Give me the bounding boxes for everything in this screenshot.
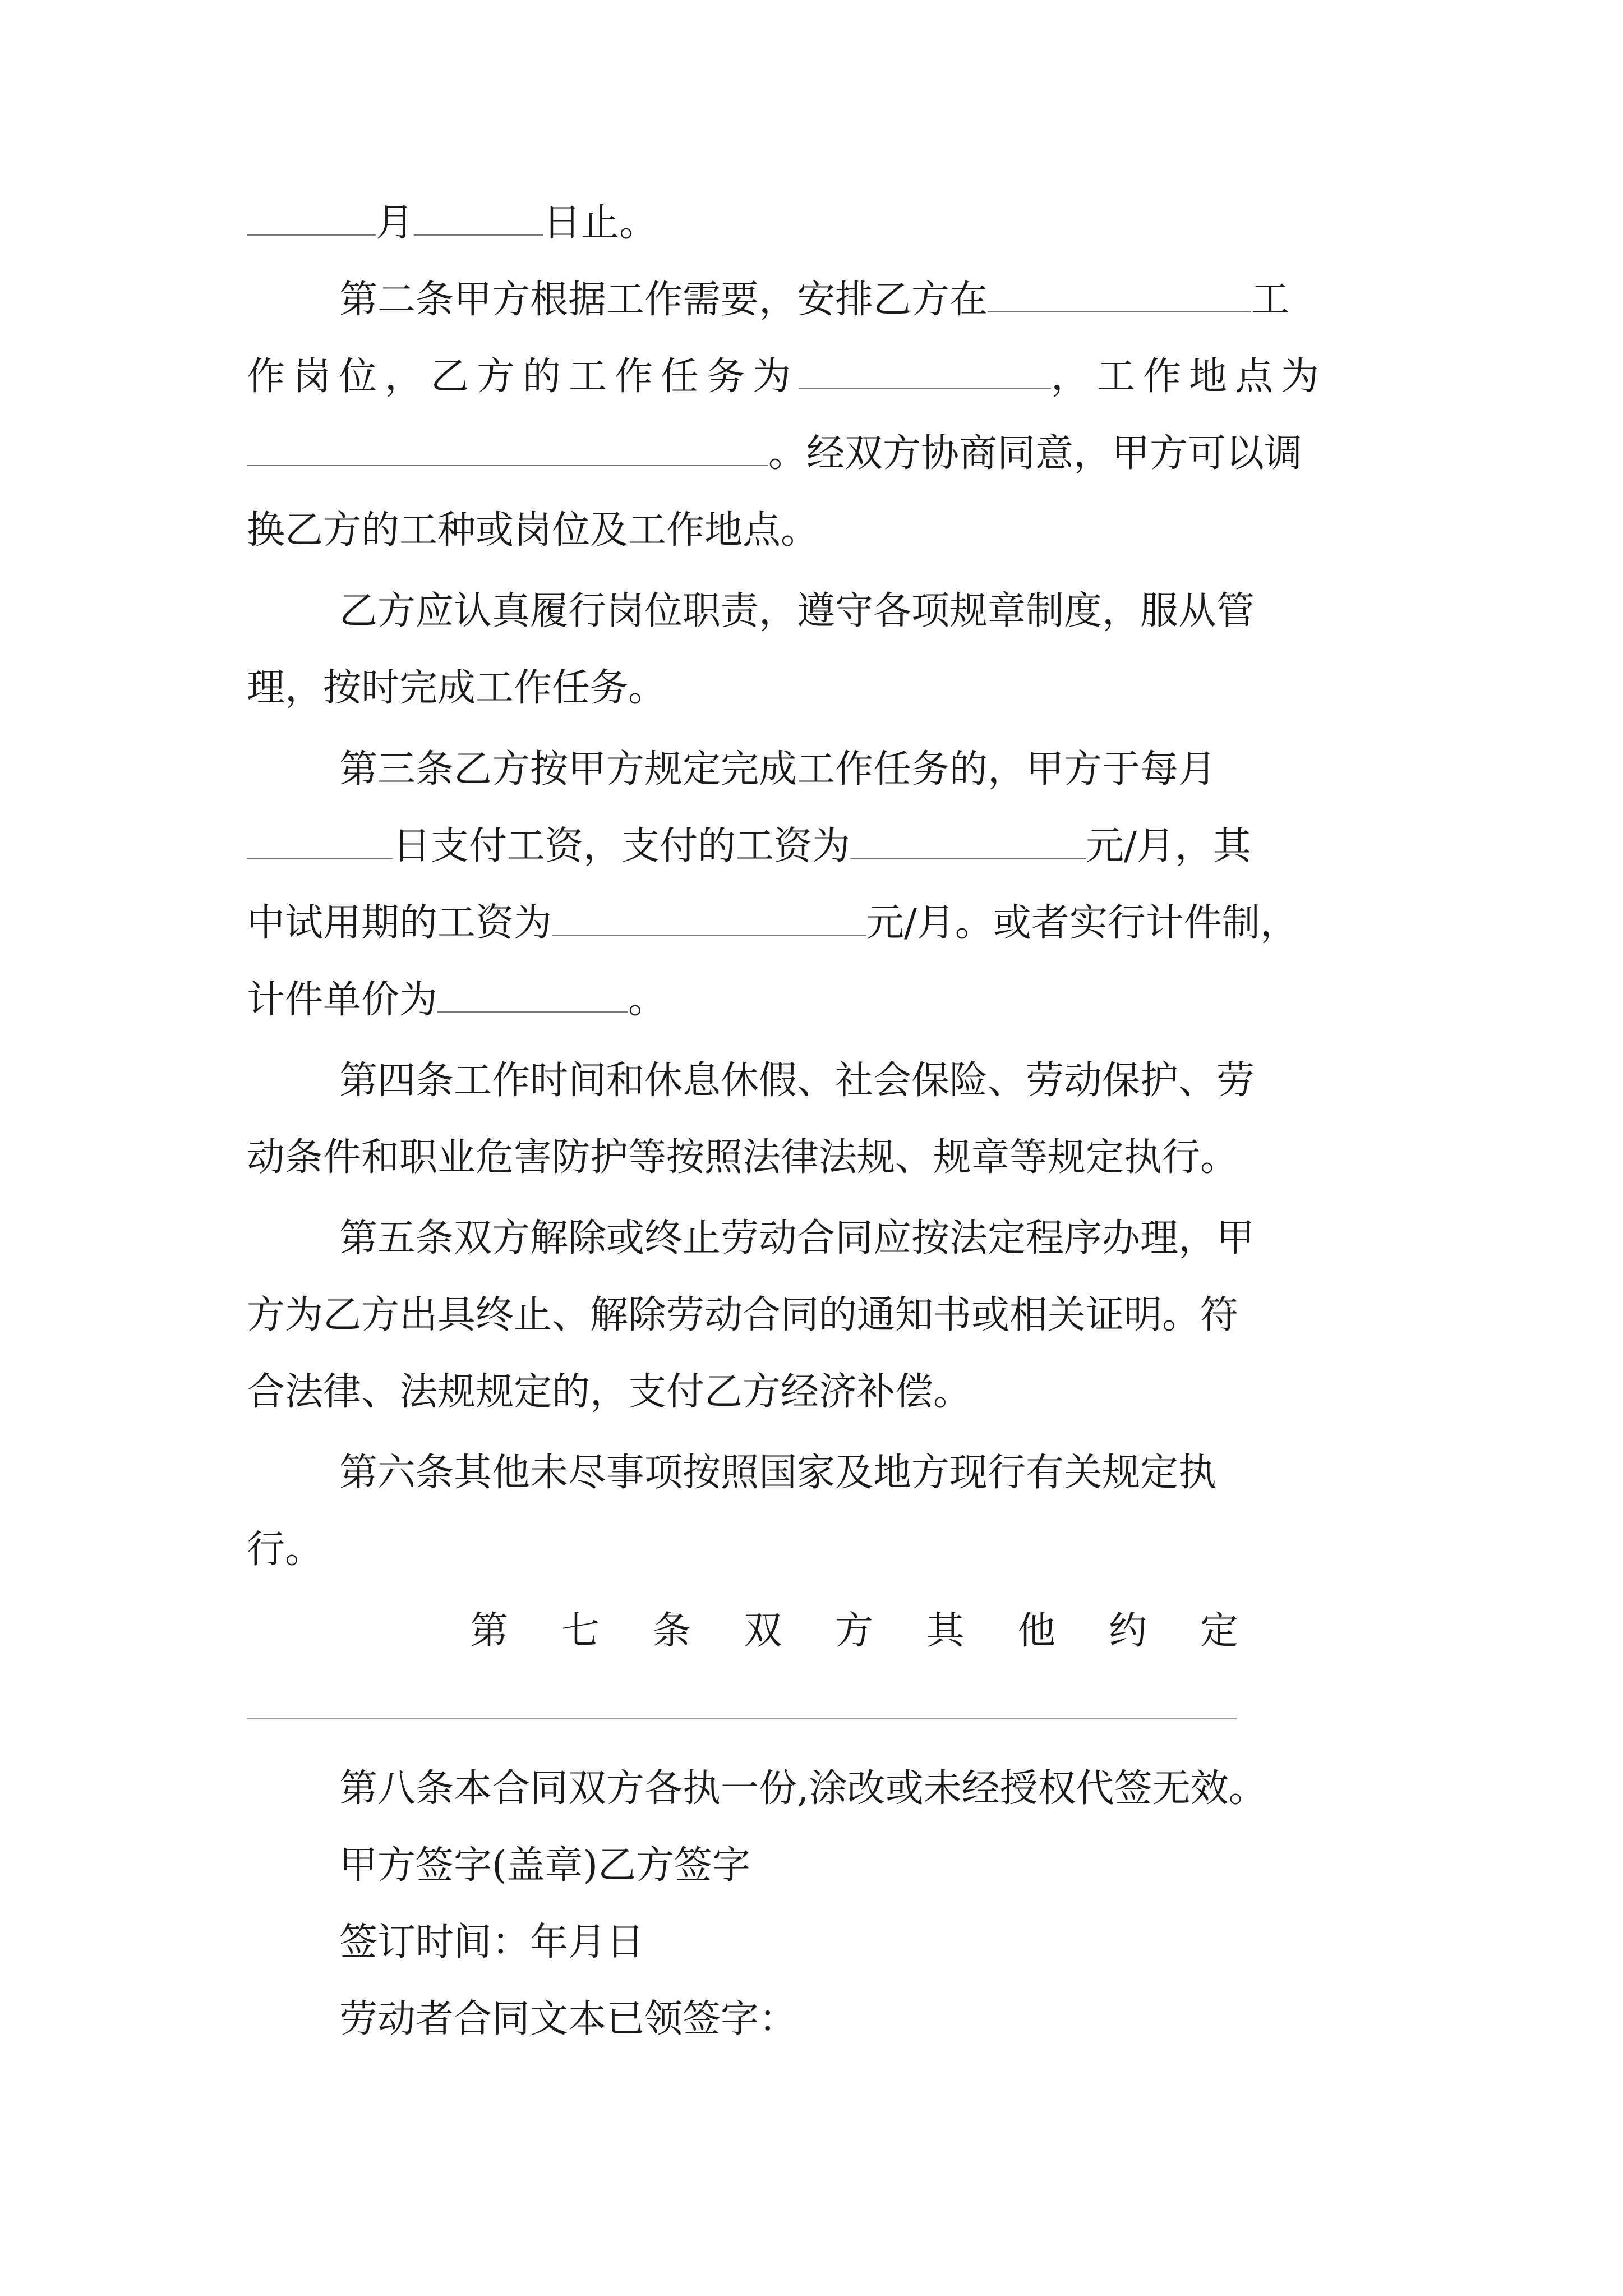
- blank-month: [247, 200, 376, 236]
- text: 他: [1017, 1609, 1056, 1653]
- text-end: 日止。: [543, 201, 658, 245]
- line-1: [247, 198, 657, 249]
- text: 工: [1251, 278, 1290, 322]
- blank-post: [988, 277, 1251, 312]
- article-5-line-1: [339, 1213, 1255, 1264]
- text: 元/月，其: [1086, 824, 1251, 868]
- text: 其: [926, 1609, 965, 1653]
- blank-probation-wage: [552, 900, 866, 936]
- duty-line-2: [247, 663, 666, 714]
- signature-line: [339, 1841, 750, 1891]
- article-6-line-2: [247, 1525, 323, 1575]
- date-line: [339, 1917, 644, 1968]
- article-3-line-3: [247, 898, 1298, 949]
- text: 定: [1200, 1609, 1238, 1653]
- text: 条: [652, 1609, 691, 1653]
- text: 七: [561, 1609, 600, 1653]
- article-4-line-1: [339, 1056, 1255, 1106]
- text: 元/月。或者实行计件制，: [866, 901, 1298, 945]
- blank-payday: [247, 823, 393, 859]
- blank-task: [799, 353, 1051, 389]
- text: 第八条本合同双方各执一份,涂改或未经授权代签无效。: [339, 1766, 1267, 1811]
- blank-day: [414, 200, 543, 236]
- article-2-line-4: [247, 505, 819, 556]
- text: 劳动者合同文本已领签字：: [339, 1997, 797, 2041]
- text: 签订时间：年月日: [339, 1920, 645, 1964]
- text: 第三条乙方按甲方规定完成工作任务的，甲方于每月: [339, 747, 1217, 792]
- text: 第五条双方解除或终止劳动合同应按法定程序办理，甲: [339, 1216, 1255, 1260]
- text: 中试用期的工资为: [247, 901, 552, 945]
- text: 换乙方的工种或岗位及工作地点。: [247, 508, 819, 553]
- text: 甲方签字(盖章)乙方签字: [339, 1843, 751, 1888]
- article-3-line-4: [247, 975, 666, 1025]
- article-8-line: [339, 1764, 1267, 1814]
- blank-unit-price: [437, 977, 628, 1013]
- text: 方为乙方出具终止、解除劳动合同的通知书或相关证明。符: [247, 1293, 1239, 1337]
- article-7-heading: [470, 1606, 1238, 1657]
- article-5-line-2: [247, 1290, 1238, 1341]
- text: 作岗位，乙方的工作任务为: [247, 355, 799, 399]
- text: 方: [834, 1609, 873, 1653]
- article-3-line-1: [339, 744, 1216, 795]
- text: 行。: [247, 1527, 324, 1572]
- blank-wage: [850, 823, 1086, 859]
- text: 第二条甲方根据工作需要，安排乙方在: [339, 278, 988, 322]
- text: 第四条工作时间和休息休假、社会保险、劳动保护、劳: [339, 1059, 1255, 1103]
- article-3-line-2: [247, 821, 1251, 872]
- text: 日支付工资，支付的工资为: [393, 824, 851, 868]
- text: 双: [744, 1609, 782, 1653]
- article-2-line-3: [247, 429, 1302, 479]
- text: 。: [628, 978, 667, 1022]
- text-month: 月: [376, 201, 414, 245]
- text: 理，按时完成工作任务。: [247, 666, 667, 710]
- article-5-line-3: [247, 1367, 971, 1418]
- text: 动条件和职业危害防护等按照法律法规、规章等规定执行。: [247, 1135, 1239, 1180]
- text: 第: [470, 1609, 509, 1653]
- article-2-line-2: [247, 352, 1327, 402]
- article-7-blank-line: [247, 1718, 1237, 1719]
- duty-line-1: [339, 586, 1255, 637]
- article-2-line-1: [339, 275, 1289, 325]
- text: 计件单价为: [247, 978, 438, 1022]
- text: ，工作地点为: [1051, 355, 1327, 399]
- receipt-line: [339, 1994, 797, 2045]
- text: 约: [1109, 1609, 1147, 1653]
- text: 合法律、法规规定的，支付乙方经济补偿。: [247, 1370, 972, 1414]
- text: 乙方应认真履行岗位职责，遵守各项规章制度，服从管: [339, 589, 1255, 633]
- article-4-line-2: [247, 1133, 1238, 1183]
- blank-location: [247, 430, 768, 466]
- article-6-line-1: [339, 1448, 1216, 1498]
- text: 。经双方协商同意，甲方可以调: [768, 431, 1303, 476]
- text: 第六条其他未尽事项按照国家及地方现行有关规定执: [339, 1451, 1217, 1495]
